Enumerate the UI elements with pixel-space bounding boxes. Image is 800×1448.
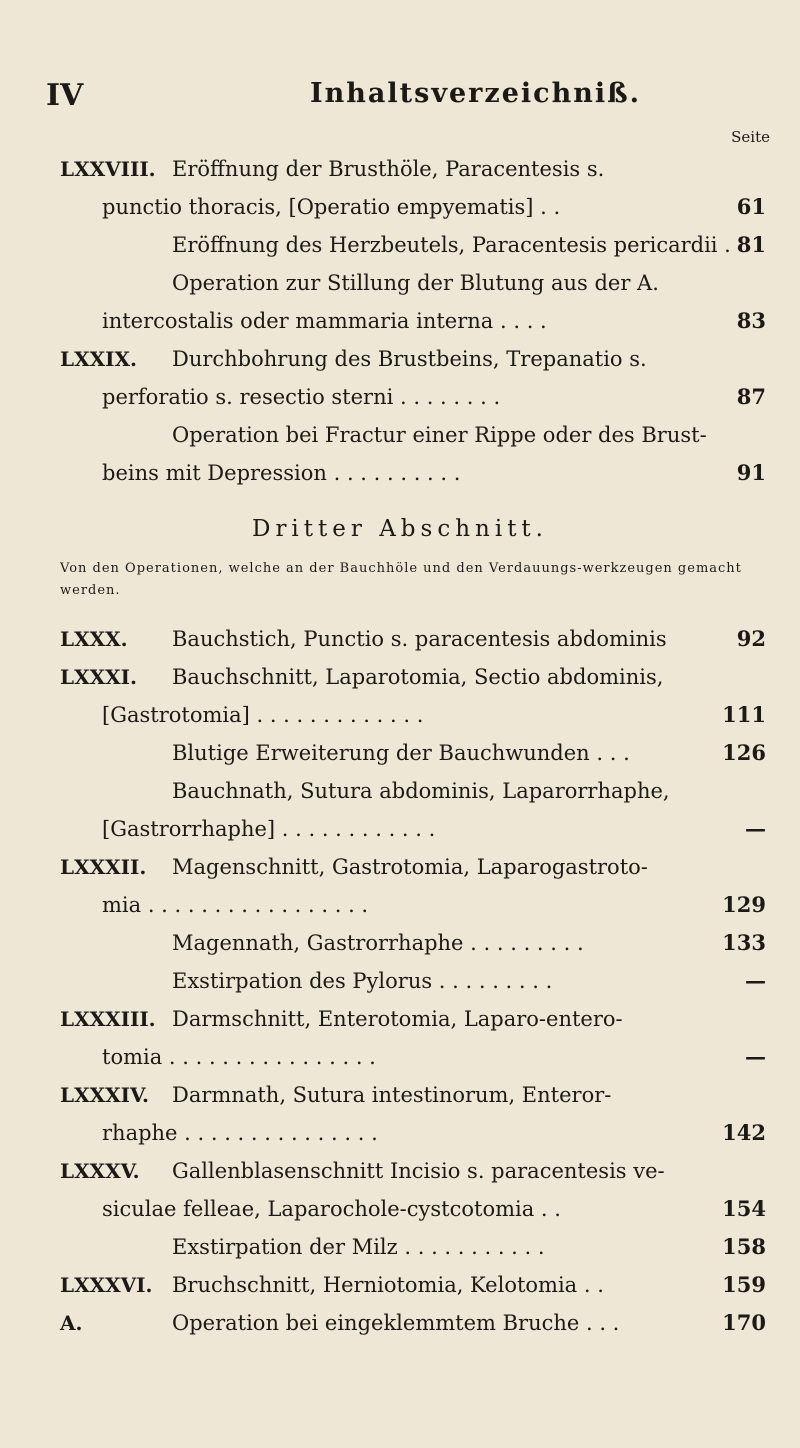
toc-entry-line bbox=[0, 1038, 800, 1076]
toc-entry-text: Durchbohrung des Brustbeins, Trepanatio s. bbox=[172, 347, 647, 371]
toc-entry-line bbox=[0, 150, 800, 188]
toc-entry-number: LXXVIII. bbox=[60, 157, 156, 181]
toc-entry-line bbox=[0, 416, 800, 454]
toc-entry-text: siculae felleae, Laparochole-cystcotomia . . bbox=[102, 1197, 561, 1221]
toc-entry-page: 154 bbox=[722, 1196, 766, 1221]
page-column-label: Seite bbox=[731, 128, 770, 146]
toc-entry-text: perforatio s. resectio sterni . . . . . . . . bbox=[102, 385, 501, 409]
toc-entry-text: rhaphe . . . . . . . . . . . . . . . bbox=[102, 1121, 378, 1145]
toc-entry-page: 87 bbox=[736, 384, 766, 409]
toc-entry-page: 159 bbox=[722, 1272, 766, 1297]
toc-entry-line bbox=[0, 1114, 800, 1152]
toc-entry-line bbox=[0, 340, 800, 378]
toc-entry-text: tomia . . . . . . . . . . . . . . . . bbox=[102, 1045, 376, 1069]
toc-entry-line bbox=[0, 264, 800, 302]
page-title: Inhaltsverzeichniß. bbox=[310, 78, 642, 109]
toc-entry-line bbox=[0, 188, 800, 226]
toc-entry-text: Bauchschnitt, Laparotomia, Sectio abdominis, bbox=[172, 665, 664, 689]
toc-entry-text: Bauchstich, Punctio s. paracentesis abdominis bbox=[172, 627, 667, 651]
toc-entry-line bbox=[0, 886, 800, 924]
toc-entry-text: Exstirpation der Milz . . . . . . . . . . . bbox=[172, 1235, 545, 1259]
toc-entry-text: Gallenblasenschnitt Incisio s. paracentesis ve- bbox=[172, 1159, 665, 1183]
toc-entry-page: 91 bbox=[736, 460, 766, 485]
toc-entry-line bbox=[0, 454, 800, 492]
toc-entry-line bbox=[0, 696, 800, 734]
toc-entry-text: Blutige Erweiterung der Bauchwunden . . . bbox=[172, 741, 630, 765]
toc-entry-page: 111 bbox=[722, 702, 766, 727]
toc-entry-number: LXXX. bbox=[60, 627, 128, 651]
toc-entry-page: 129 bbox=[722, 892, 766, 917]
toc-entry-page: — bbox=[745, 816, 766, 841]
section-subtitle: Von den Operationen, welche an der Bauchhöle und den Verdauungs-werkzeugen gemacht werden. bbox=[60, 561, 742, 598]
toc-entry-line bbox=[0, 1000, 800, 1038]
toc-entry-text: Operation zur Stillung der Blutung aus der A. bbox=[172, 271, 659, 295]
section-title: Dritter Abschnitt. bbox=[252, 516, 548, 542]
toc-entry-text: [Gastrorrhaphe] . . . . . . . . . . . . bbox=[102, 817, 436, 841]
toc-entry-line bbox=[0, 302, 800, 340]
toc-entry-text: Bruchschnitt, Herniotomia, Kelotomia . . bbox=[172, 1273, 604, 1297]
toc-entry-line bbox=[0, 620, 800, 658]
toc-entry-line bbox=[0, 378, 800, 416]
toc-entry-line bbox=[0, 1190, 800, 1228]
toc-entry-line bbox=[0, 1076, 800, 1114]
toc-entry-text: Darmschnitt, Enterotomia, Laparo-entero- bbox=[172, 1007, 623, 1031]
toc-entry-text: beins mit Depression . . . . . . . . . . bbox=[102, 461, 461, 485]
page-header bbox=[0, 78, 800, 118]
toc-entry-line bbox=[0, 1304, 800, 1342]
toc-entry-line bbox=[0, 962, 800, 1000]
toc-entry-text: punctio thoracis, [Operatio empyematis] . . bbox=[102, 195, 561, 219]
toc-entry-line bbox=[0, 226, 800, 264]
toc-entry-page: 61 bbox=[736, 194, 766, 219]
toc-entry-line bbox=[0, 810, 800, 848]
toc-entry-text: Magenschnitt, Gastrotomia, Laparogastroto- bbox=[172, 855, 648, 879]
toc-entry-text: Operation bei eingeklemmtem Bruche . . . bbox=[172, 1311, 620, 1335]
toc-entry-page: 83 bbox=[736, 308, 766, 333]
toc-entry-line bbox=[0, 924, 800, 962]
toc-entry-text: mia . . . . . . . . . . . . . . . . . bbox=[102, 893, 369, 917]
toc-entry-text: Eröffnung der Brusthöle, Paracentesis s. bbox=[172, 157, 605, 181]
toc-entry-text: Operation bei Fractur einer Rippe oder des Brust- bbox=[172, 423, 707, 447]
toc-entry-page: 92 bbox=[736, 626, 766, 651]
toc-entry-number: LXXXIV. bbox=[60, 1083, 149, 1107]
toc-entry-line bbox=[0, 1266, 800, 1304]
toc-entry-text: Bauchnath, Sutura abdominis, Laparorrhaphe, bbox=[172, 779, 670, 803]
toc-entry-number: LXXXI. bbox=[60, 665, 137, 689]
toc-entry-line bbox=[0, 1228, 800, 1266]
toc-entry-page: 158 bbox=[722, 1234, 766, 1259]
toc-entry-text: intercostalis oder mammaria interna . . . . bbox=[102, 309, 547, 333]
toc-entry-number: LXXXV. bbox=[60, 1159, 140, 1183]
toc-entry-text: Magennath, Gastrorrhaphe . . . . . . . . . bbox=[172, 931, 584, 955]
toc-entry-line bbox=[0, 658, 800, 696]
toc-entry-line bbox=[0, 772, 800, 810]
toc-entry-text: Eröffnung des Herzbeutels, Paracentesis pericardii . bbox=[172, 233, 731, 257]
toc-entry-number: A. bbox=[60, 1311, 83, 1335]
toc-entry-number: LXXIX. bbox=[60, 347, 137, 371]
toc-entry-text: Exstirpation des Pylorus . . . . . . . . . bbox=[172, 969, 553, 993]
toc-entry-number: LXXXIII. bbox=[60, 1007, 156, 1031]
toc-entry-text: Darmnath, Sutura intestinorum, Enteror- bbox=[172, 1083, 612, 1107]
toc-entry-line bbox=[0, 848, 800, 886]
toc-entry-number: LXXXVI. bbox=[60, 1273, 153, 1297]
toc-entry-page: 133 bbox=[722, 930, 766, 955]
toc-entry-page: 126 bbox=[722, 740, 766, 765]
toc-entry-page: — bbox=[745, 1044, 766, 1069]
toc-entry-number: LXXXII. bbox=[60, 855, 147, 879]
toc-entry-text: [Gastrotomia] . . . . . . . . . . . . . bbox=[102, 703, 424, 727]
toc-entry-line bbox=[0, 734, 800, 772]
toc-entry-page: 170 bbox=[722, 1310, 766, 1335]
toc-entry-page: 142 bbox=[722, 1120, 766, 1145]
toc-entry-line bbox=[0, 1152, 800, 1190]
page-number: IV bbox=[46, 78, 84, 113]
toc-entry-page: 81 bbox=[736, 232, 766, 257]
toc-entry-page: — bbox=[745, 968, 766, 993]
